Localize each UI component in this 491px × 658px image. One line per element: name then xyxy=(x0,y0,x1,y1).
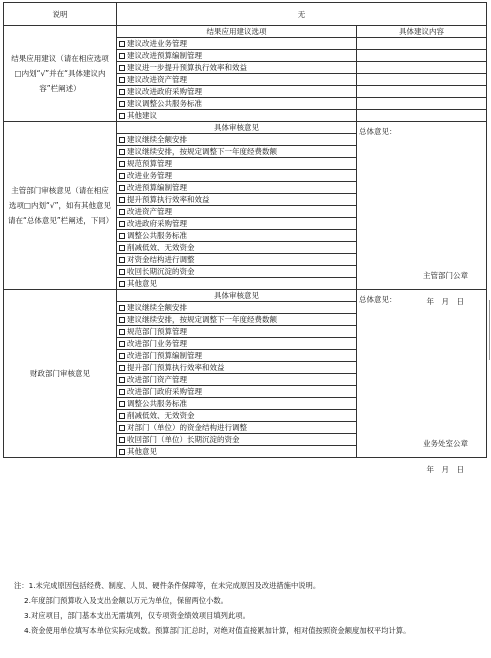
explanation-label: 说明 xyxy=(4,3,117,26)
section2-option-label: 改进资产管理 xyxy=(127,207,172,216)
section3-option-label: 改进部门政府采购管理 xyxy=(127,387,202,396)
section1-option-label: 建议调整公共服务标准 xyxy=(127,99,202,108)
section1-option-label: 建议进一步提升预算执行效率和效益 xyxy=(127,63,247,72)
checkbox-icon[interactable] xyxy=(119,221,125,227)
section2-title-row xyxy=(4,122,487,134)
section1-option[interactable] xyxy=(117,98,357,110)
section3-option[interactable] xyxy=(117,386,357,398)
checkbox-icon[interactable] xyxy=(119,269,125,275)
section3-option-label: 对部门（单位）的资金结构进行调整 xyxy=(127,423,247,432)
checkbox-icon[interactable] xyxy=(119,437,125,443)
checkbox-icon[interactable] xyxy=(119,305,125,311)
section2-option[interactable] xyxy=(117,206,357,218)
checkbox-icon[interactable] xyxy=(119,281,125,287)
section1-title-row xyxy=(4,26,487,38)
section2-option[interactable] xyxy=(117,134,357,146)
section3-option-label: 建议继续安排，按规定调整下一年度经费数额 xyxy=(127,315,277,324)
section2-option[interactable] xyxy=(117,254,357,266)
section2-option-label: 其他意见 xyxy=(127,279,157,288)
checkbox-icon[interactable] xyxy=(119,161,125,167)
section2-title: 具体审核意见 xyxy=(117,122,357,134)
section1-option[interactable] xyxy=(117,50,357,62)
checkbox-icon[interactable] xyxy=(119,149,125,155)
checkbox-icon[interactable] xyxy=(119,365,125,371)
page-edge-mark xyxy=(489,300,490,360)
checkbox-icon[interactable] xyxy=(119,101,125,107)
section1-content-cell[interactable] xyxy=(357,110,487,122)
section2-option-label: 改进政府采购管理 xyxy=(127,219,187,228)
section1-content-cell[interactable] xyxy=(357,98,487,110)
section3-date: 年 月 日 xyxy=(426,465,464,474)
section1-option[interactable] xyxy=(117,74,357,86)
section1-option[interactable] xyxy=(117,62,357,74)
section3-option-label: 改进部门业务管理 xyxy=(127,339,187,348)
section2-option-label: 提升预算执行效率和效益 xyxy=(127,195,210,204)
checkbox-icon[interactable] xyxy=(119,137,125,143)
section2-option-label: 削减低效、无效资金 xyxy=(127,243,195,252)
checkbox-icon[interactable] xyxy=(119,377,125,383)
section1-option-label: 建议改进政府采购管理 xyxy=(127,87,202,96)
section3-option-label: 削减低效、无效资金 xyxy=(127,411,195,420)
checkbox-icon[interactable] xyxy=(119,173,125,179)
checkbox-icon[interactable] xyxy=(119,41,125,47)
section2-option[interactable] xyxy=(117,170,357,182)
section2-date: 年 月 日 xyxy=(426,297,464,306)
section1-options-title: 结果应用建议选项 xyxy=(117,26,357,38)
section1-option[interactable] xyxy=(117,38,357,50)
section2-option-label: 规范预算管理 xyxy=(127,159,172,168)
section1-content-cell[interactable] xyxy=(357,38,487,50)
checkbox-icon[interactable] xyxy=(119,197,125,203)
section3-option-label: 收回部门（单位）长期沉淀的资金 xyxy=(127,435,240,444)
section2-label: 主管部门审核意见（请在相应选项□内划“√”，如有其他意见请在“总体意见”栏阐述，下同） xyxy=(4,122,117,290)
section3-option[interactable] xyxy=(117,434,357,446)
section3-option-label: 建议继续全额安排 xyxy=(127,303,187,312)
section1-option-label: 其他建议 xyxy=(127,111,157,120)
checkbox-icon[interactable] xyxy=(119,209,125,215)
section2-general-opinion: 总体意见： xyxy=(359,127,397,136)
checkbox-icon[interactable] xyxy=(119,257,125,263)
section2-seal: 主管部门公章 xyxy=(423,271,468,280)
section2-option-label: 改进业务管理 xyxy=(127,171,172,180)
section3-label: 财政部门审核意见 xyxy=(4,290,117,458)
section3-option[interactable] xyxy=(117,350,357,362)
section3-option[interactable] xyxy=(117,302,357,314)
section3-option[interactable] xyxy=(117,410,357,422)
checkbox-icon[interactable] xyxy=(119,353,125,359)
section3-option-label: 其他意见 xyxy=(127,447,157,456)
section2-option-label: 对资金结构进行调整 xyxy=(127,255,195,264)
note-3: 3.对应项目，部门基本支出无需填列，仅专项资金绩效项目填列此项。 xyxy=(24,611,250,620)
section1-content-cell[interactable] xyxy=(357,62,487,74)
section3-title: 具体审核意见 xyxy=(117,290,357,302)
section1-option-label: 建议改进业务管理 xyxy=(127,39,187,48)
section2-opinion-cell[interactable] xyxy=(357,122,487,306)
section2-option[interactable] xyxy=(117,242,357,254)
section3-option[interactable] xyxy=(117,446,357,458)
note-2: 2.年度部门预算收入及支出金额以万元为单位，保留两位小数。 xyxy=(24,596,228,605)
checkbox-icon[interactable] xyxy=(119,317,125,323)
section3-opinion-cell[interactable] xyxy=(357,290,487,474)
note-1: 注：1.未完成原因包括经费、制度、人员、硬件条件保障等，在未完成原因及改进措施中说明。 xyxy=(14,581,321,590)
checkbox-icon[interactable] xyxy=(119,389,125,395)
section3-option[interactable] xyxy=(117,362,357,374)
section1-option-label: 建议改进预算编制管理 xyxy=(127,51,202,60)
checkbox-icon[interactable] xyxy=(119,77,125,83)
section3-general-opinion: 总体意见： xyxy=(359,295,397,304)
section2-option-label: 建议继续安排，按规定调整下一年度经费数额 xyxy=(127,147,277,156)
section1-content-cell[interactable] xyxy=(357,50,487,62)
section2-option-label: 改进预算编制管理 xyxy=(127,183,187,192)
checkbox-icon[interactable] xyxy=(119,65,125,71)
section1-content-title: 具体建议内容 xyxy=(357,26,487,38)
section3-option[interactable] xyxy=(117,326,357,338)
section3-seal: 业务处室公章 xyxy=(423,439,468,448)
checkbox-icon[interactable] xyxy=(119,341,125,347)
section3-option[interactable] xyxy=(117,422,357,434)
section2-option[interactable] xyxy=(117,278,357,290)
section2-option[interactable] xyxy=(117,146,357,158)
header-row xyxy=(4,3,487,26)
section2-option[interactable] xyxy=(117,230,357,242)
section2-option[interactable] xyxy=(117,158,357,170)
section1-option[interactable] xyxy=(117,86,357,98)
section1-option[interactable] xyxy=(117,110,357,122)
section3-option-label: 提升部门预算执行效率和效益 xyxy=(127,363,225,372)
checkbox-icon[interactable] xyxy=(119,401,125,407)
section2-option[interactable] xyxy=(117,182,357,194)
checkbox-icon[interactable] xyxy=(119,113,125,119)
section2-option-label: 调整公共服务标准 xyxy=(127,231,187,240)
section2-option-label: 收回长期沉淀的资金 xyxy=(127,267,195,276)
section3-option[interactable] xyxy=(117,398,357,410)
section1-label: 结果应用建议（请在相应选项□内划“√”并在“具体建议内容”栏阐述） xyxy=(4,26,117,122)
evaluation-form-table xyxy=(3,2,487,474)
section2-option-label: 建议继续全额安排 xyxy=(127,135,187,144)
section3-option-label: 规范部门预算管理 xyxy=(127,327,187,336)
footnotes xyxy=(14,578,484,638)
checkbox-icon[interactable] xyxy=(119,53,125,59)
section3-option[interactable] xyxy=(117,314,357,326)
section3-option-label: 改进部门预算编制管理 xyxy=(127,351,202,360)
section3-option-label: 改进部门资产管理 xyxy=(127,375,187,384)
checkbox-icon[interactable] xyxy=(119,413,125,419)
section2-option[interactable] xyxy=(117,266,357,278)
note-4: 4.资金使用单位填写本单位实际完成数。预算部门汇总时，对绝对值直接累加计算，相对值按照资金额度加权平均计算。 xyxy=(24,626,411,635)
checkbox-icon[interactable] xyxy=(119,329,125,335)
checkbox-icon[interactable] xyxy=(119,425,125,431)
section3-option[interactable] xyxy=(117,338,357,350)
checkbox-icon[interactable] xyxy=(119,449,125,455)
section3-option[interactable] xyxy=(117,374,357,386)
checkbox-icon[interactable] xyxy=(119,233,125,239)
section2-option[interactable] xyxy=(117,194,357,206)
section1-content-cell[interactable] xyxy=(357,74,487,86)
section3-title-row xyxy=(4,290,487,302)
section1-option-label: 建议改进资产管理 xyxy=(127,75,187,84)
checkbox-icon[interactable] xyxy=(119,185,125,191)
section2-option[interactable] xyxy=(117,218,357,230)
checkbox-icon[interactable] xyxy=(119,245,125,251)
explanation-value: 无 xyxy=(117,3,487,26)
section3-option-label: 调整公共服务标准 xyxy=(127,399,187,408)
section1-content-cell[interactable] xyxy=(357,86,487,98)
checkbox-icon[interactable] xyxy=(119,89,125,95)
